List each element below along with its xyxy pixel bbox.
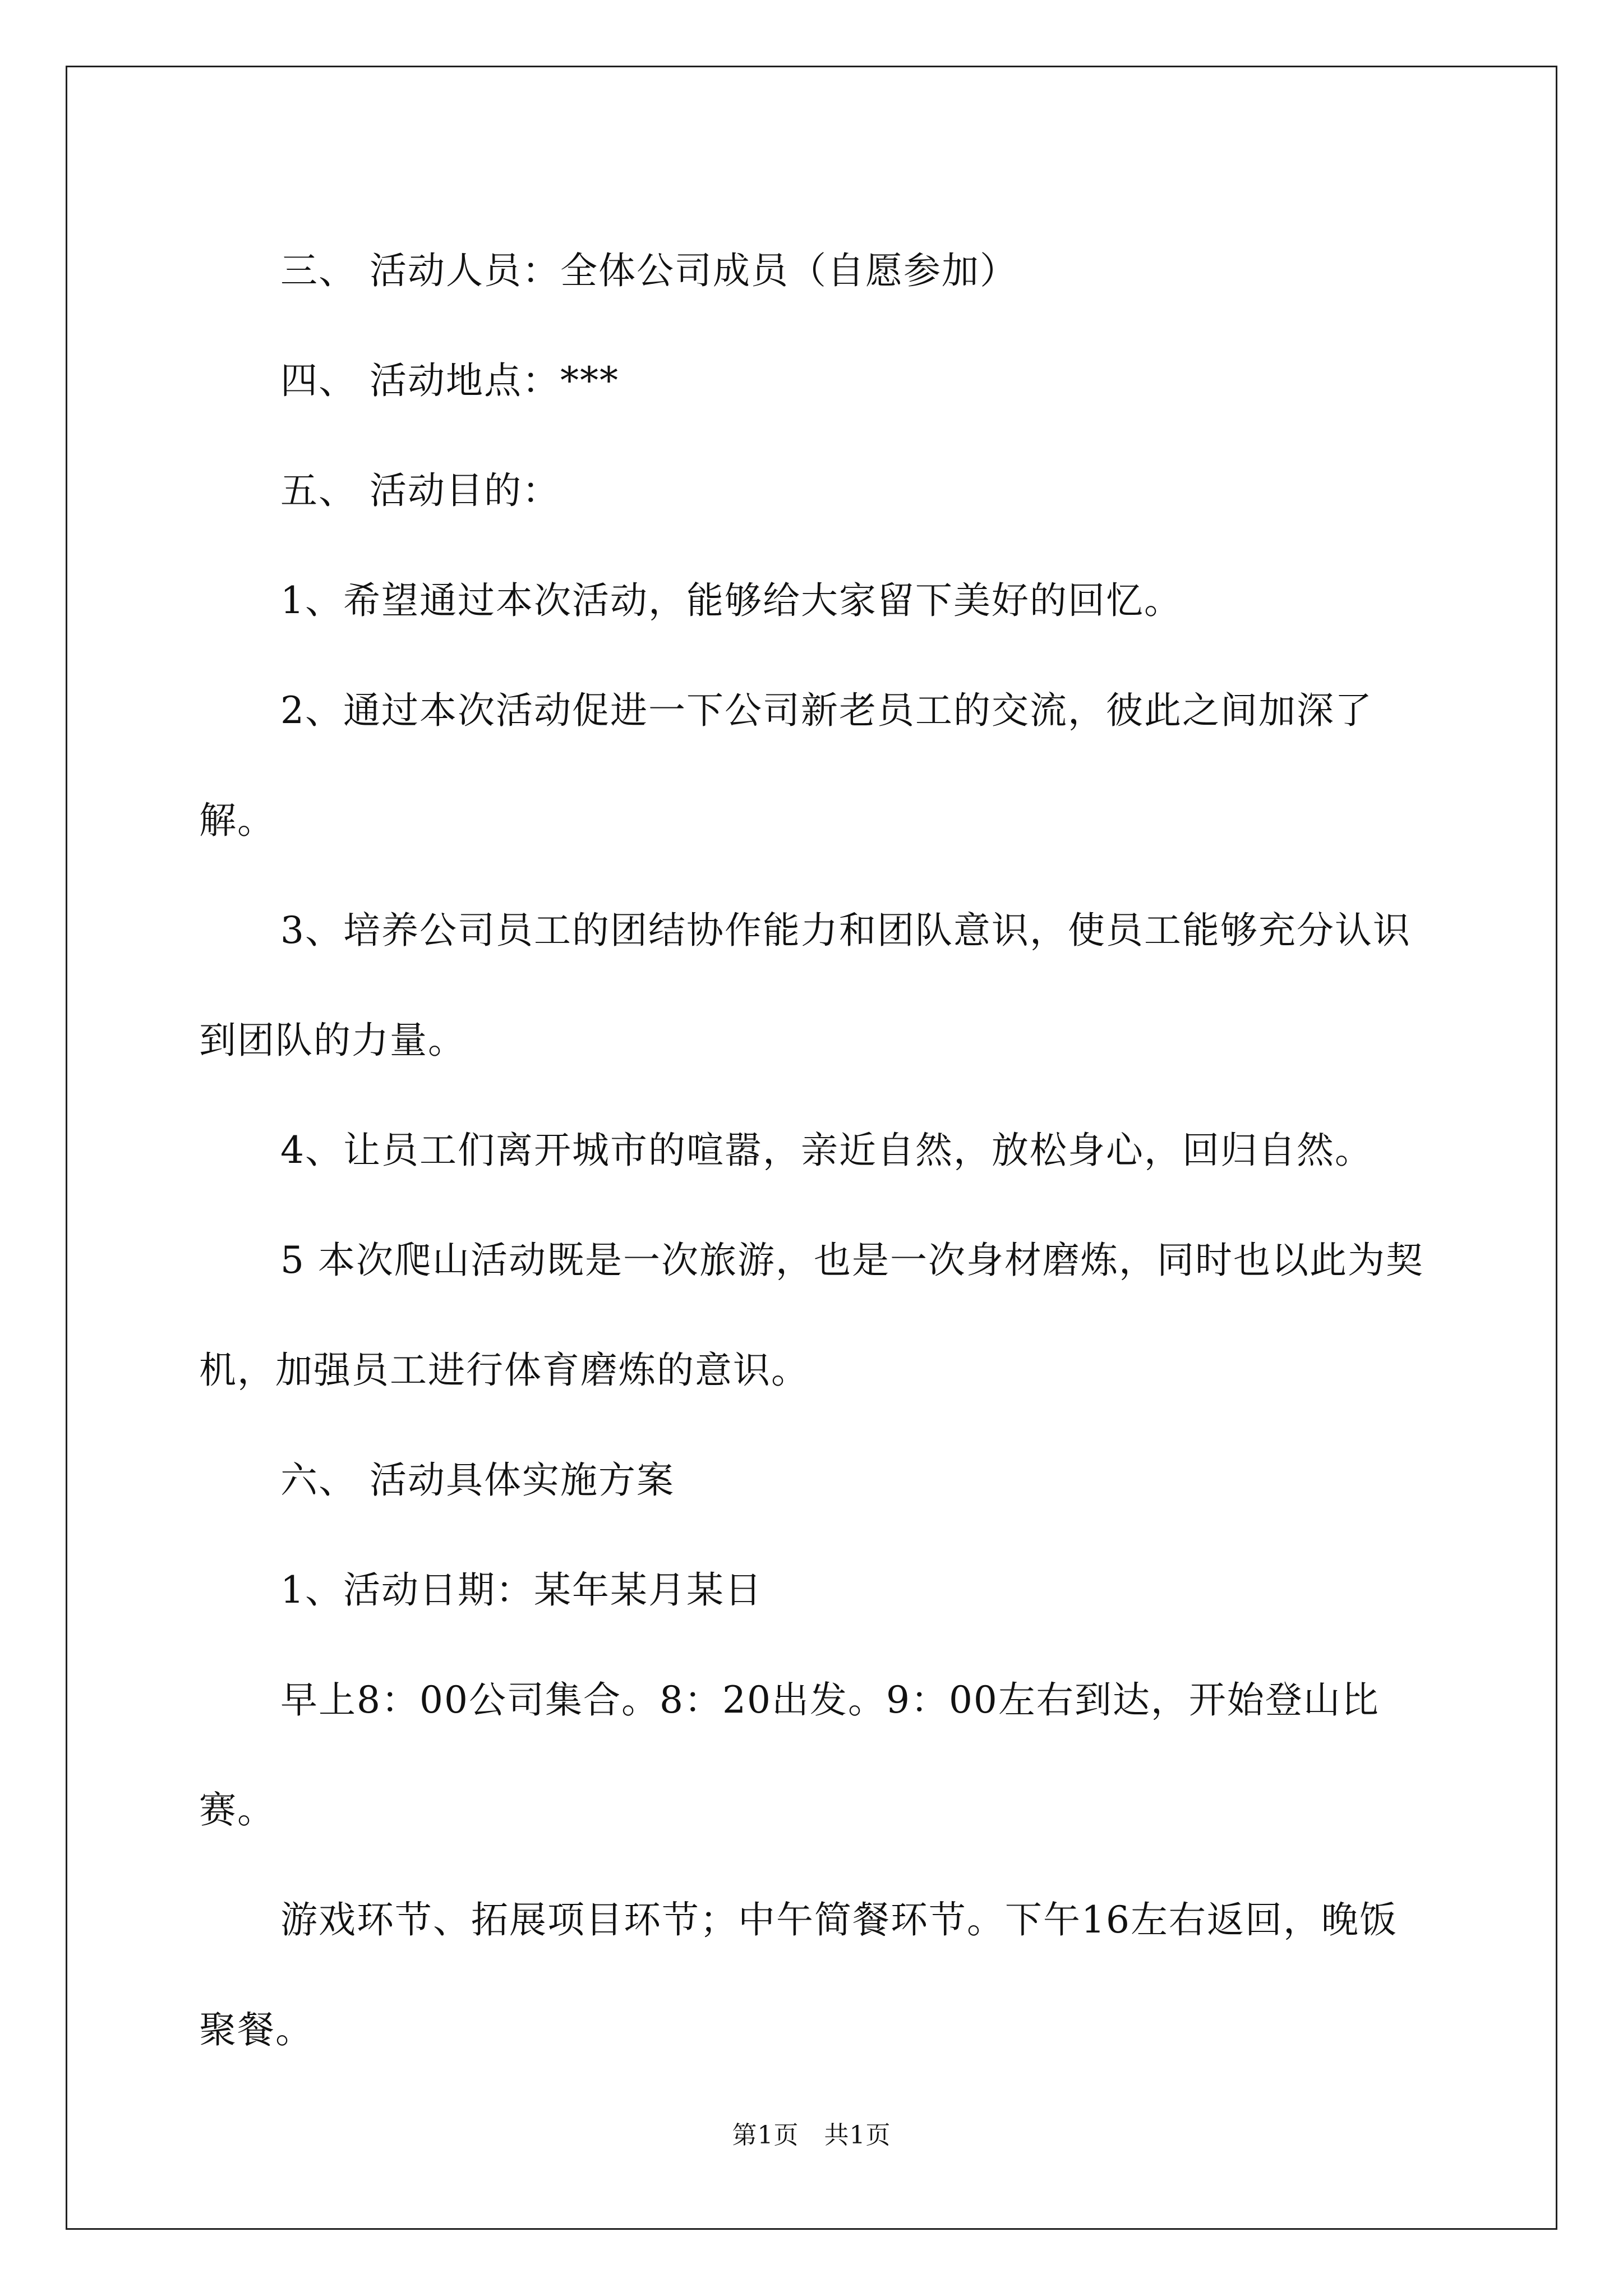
paragraph-purpose-5: 5 本次爬山活动既是一次旅游，也是一次身材磨炼，同时也以此为契机，加强员工进行体育磨炼的意识。 — [199, 1239, 1424, 1392]
paragraph-purpose-4: 4、让员工们离开城市的喧嚣，亲近自然，放松身心，回归自然。 — [280, 1129, 1373, 1172]
paragraph-morning-schedule: 早上8：00公司集合。8：20出发。9：00左右到达，开始登山比赛。 — [199, 1678, 1380, 1832]
paragraph-purpose-1: 1、希望通过本次活动，能够给大家留下美好的回忆。 — [280, 579, 1182, 622]
paragraph-purpose-heading: 五、 活动目的： — [280, 469, 560, 512]
page-footer: 第1页 共1页 — [732, 2121, 891, 2150]
paragraph-participants: 三、 活动人员：全体公司成员（自愿参加） — [280, 249, 1018, 292]
paragraph-purpose-3: 3、培养公司员工的团结协作能力和团队意识，使员工能够充分认识到团队的力量。 — [199, 909, 1411, 1062]
paragraph-afternoon-schedule: 游戏环节、拓展项目环节；中午简餐环节。下午16左右返回，晚饭聚餐。 — [199, 1898, 1398, 2051]
document-body — [199, 216, 1427, 2085]
paragraph-plan-heading: 六、 活动具体实施方案 — [280, 1458, 675, 1502]
paragraph-location: 四、 活动地点：*** — [280, 359, 619, 402]
paragraph-plan-date: 1、活动日期：某年某月某日 — [280, 1568, 763, 1612]
paragraph-purpose-2: 2、通过本次活动促进一下公司新老员工的交流，彼此之间加深了解。 — [199, 689, 1373, 842]
